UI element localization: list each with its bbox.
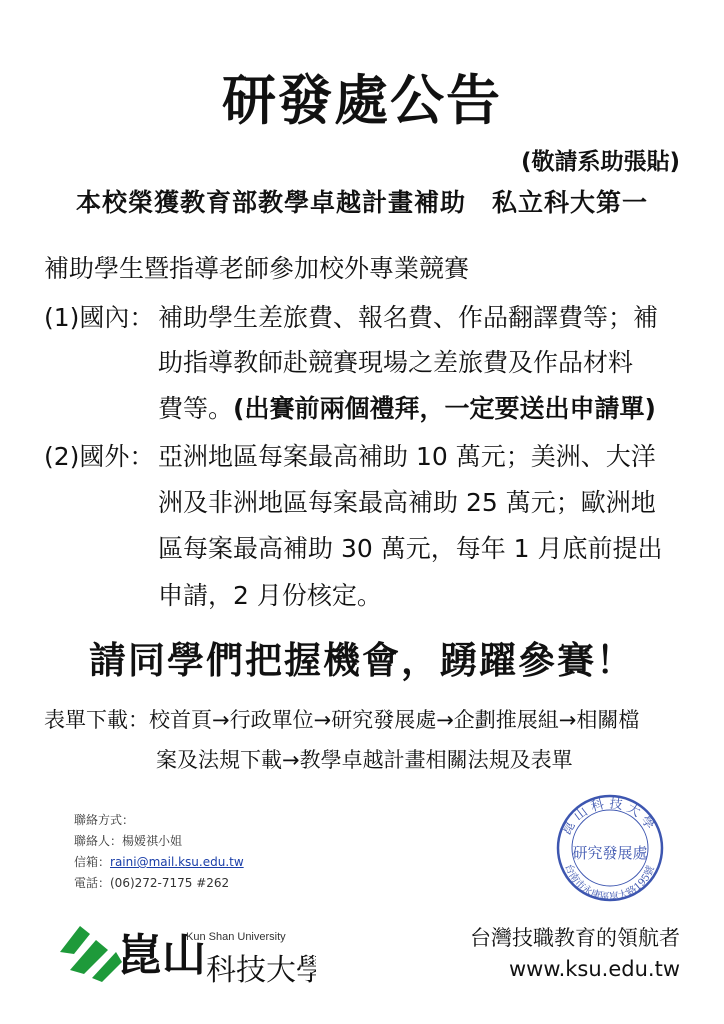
svg-text:崑 山 科 技 大 學: 崑 山 科 技 大 學: [559, 796, 658, 838]
official-stamp: [544, 790, 676, 906]
domestic-label: (1)國內：: [44, 303, 155, 332]
page-title: 研發處公告: [222, 69, 502, 132]
university-logo: [56, 912, 316, 992]
posting-note: (敬請系助張貼): [520, 149, 680, 175]
slogan: 請同學們把握機會，踴躍參賽！: [89, 639, 635, 682]
contact-heading: 聯絡方式：: [74, 813, 135, 827]
contact-person: 聯絡人：楊嫒祺小姐: [74, 834, 183, 848]
svg-text:台南市永康區崑大路195號: 台南市永康區崑大路195號: [562, 862, 658, 902]
overseas-line-3: 區每案最高補助 30 萬元，每年 1 月底前提出: [158, 534, 663, 563]
svg-text:研究發展處: 研究發展處: [572, 844, 648, 862]
domestic-line-1: 補助學生差旅費、報名費、作品翻譯費等；補: [158, 303, 659, 332]
intro: 補助學生暨指導老師參加校外專業競賽: [44, 254, 470, 283]
footer-url[interactable]: www.ksu.edu.tw: [508, 957, 680, 981]
form-download-line-1: 表單下載：校首頁→行政單位→研究發展處→企劃推展組→相關檔: [44, 708, 640, 732]
overseas-line-2: 洲及非洲地區每案最高補助 25 萬元；歐洲地: [158, 488, 656, 517]
svg-text:Kun Shan University: Kun Shan University: [186, 931, 286, 943]
svg-text:科技大學: 科技大學: [206, 953, 316, 988]
domestic-line-3: [158, 394, 656, 424]
form-download-line-2: 案及法規下載→教學卓越計畫相關法規及表單: [156, 748, 573, 772]
overseas-line-1: 亞洲地區每案最高補助 10 萬元；美洲、大洋: [158, 442, 656, 471]
contact-email: [74, 853, 244, 870]
email-label: 信箱：: [74, 855, 111, 869]
subtitle: 本校榮獲教育部教學卓越計畫補助 私立科大第一: [75, 188, 648, 217]
email-link[interactable]: raini@mail.ksu.edu.tw: [110, 855, 244, 869]
domestic-line-3-text: 費等。: [158, 394, 234, 423]
logo-mark-icon: [56, 912, 316, 988]
deadline-warning: (出賽前兩個禮拜，一定要送出申請單): [233, 394, 656, 423]
svg-text:崑山: 崑山: [118, 930, 206, 981]
domestic-line-2: 助指導教師赴競賽現場之差旅費及作品材料: [158, 348, 634, 377]
overseas-label: (2)國外：: [44, 442, 155, 471]
footer-tagline: 台灣技職教育的領航者: [470, 926, 680, 950]
contact-phone: 電話：(06)272-7175 #262: [74, 876, 230, 890]
overseas-line-4: 申請，2 月份核定。: [158, 581, 382, 610]
